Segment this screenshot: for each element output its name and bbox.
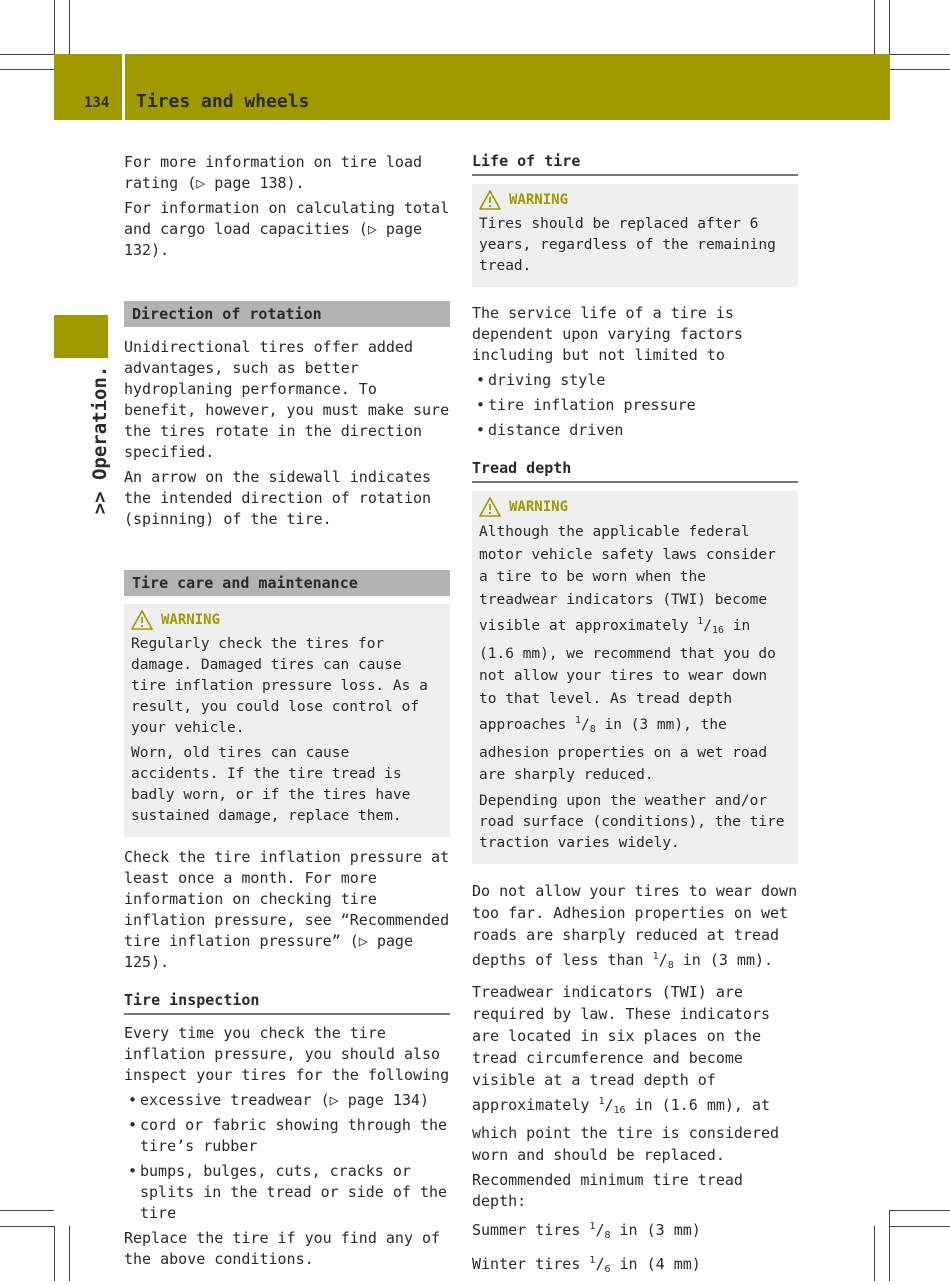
- crop-mark: [890, 69, 950, 70]
- fraction: $^1/_8$: [652, 950, 674, 971]
- winter-tires-depth: [472, 1250, 798, 1280]
- warning-text: Tires should be replaced after 6 years, regardless of the remaining tread.: [479, 216, 776, 274]
- warning-label: WARNING: [509, 499, 569, 515]
- crop-mark: [0, 69, 54, 70]
- crop-mark: [54, 1226, 55, 1281]
- rotation-paragraph: Unidirectional tires offer added advantages, such as better hydroplaning performance. To benefit, however, you must make sure the tires rotate in the direction specified.: [124, 338, 450, 461]
- crop-mark: [69, 0, 70, 54]
- crop-mark: [890, 1210, 950, 1211]
- list-item: • cord or fabric showing through the tire’s rubber: [124, 1115, 450, 1157]
- section-heading-tread: Tread depth: [472, 459, 798, 483]
- warning-text: [479, 521, 791, 787]
- tread-paragraph: [472, 981, 798, 1166]
- fraction-denominator: 8: [604, 1229, 611, 1241]
- warning-header: [479, 190, 791, 210]
- warning-label: WARNING: [161, 612, 221, 628]
- text-run: Treadwear indicators (TWI) are required by law. These indicators are located in six places on the tread circumference and become visible at a tread depth of approximately: [472, 982, 771, 1114]
- fraction: $^1/_8$: [575, 715, 596, 735]
- tread-paragraph: [472, 880, 798, 977]
- fraction-numerator: 1: [589, 1220, 596, 1232]
- warning-box: [472, 184, 798, 287]
- inspection-paragraph: Replace the tire if you find any of the above conditions.: [124, 1229, 441, 1268]
- fraction: $^1/_{16}$: [697, 616, 725, 636]
- section-heading-rotation: Direction of rotation: [124, 301, 450, 327]
- warning-icon: [479, 497, 501, 517]
- warning-header: [479, 497, 791, 517]
- warning-label: WARNING: [509, 192, 569, 208]
- warning-icon: [131, 610, 153, 630]
- text-run: in (4 mm): [610, 1254, 701, 1273]
- side-section-label: >> Operation.: [89, 365, 111, 515]
- fraction-numerator: 1: [589, 1254, 596, 1266]
- list-item: • excessive treadwear (▷ page 134): [124, 1090, 450, 1111]
- list-item: • distance driven: [472, 420, 798, 441]
- crop-mark: [0, 1226, 54, 1227]
- fraction-denominator: 6: [604, 1263, 611, 1275]
- list-item: • bumps, bulges, cuts, cracks or splits in the tread or side of the tire: [124, 1161, 450, 1224]
- text-run: Although the applicable federal motor vehicle safety laws consider a tire to be worn when the treadwear indicators (TWI) become visible at approximately: [479, 524, 776, 634]
- text-run: Do not allow your tires to wear down too far. Adhesion properties on wet roads are sharply reduced at tread depths of less than: [472, 881, 798, 969]
- text-run: Winter tires: [472, 1254, 590, 1273]
- fraction-denominator: 16: [613, 1104, 626, 1116]
- fraction: $^1/_8$: [589, 1220, 611, 1241]
- text-run: in (3 mm): [610, 1220, 701, 1239]
- warning-text: Depending upon the weather and/or road surface (conditions), the tire traction varies widely.: [479, 792, 785, 851]
- intro-paragraph: For information on calculating total and cargo load capacities (▷ page 132).: [124, 199, 450, 259]
- section-heading-inspection: Tire inspection: [124, 991, 450, 1015]
- inspection-list: [124, 1090, 450, 1224]
- care-paragraph: Check the tire inflation pressure at least once a month. For more information on checking tire inflation pressure, see “Recommended tire inflation pressure” (▷ page 125).: [124, 848, 450, 971]
- warning-box: [124, 604, 450, 837]
- crop-mark: [0, 54, 54, 55]
- crop-mark: [874, 1226, 875, 1281]
- inspection-paragraph: Every time you check the tire inflation pressure, you should also inspect your tires for the following: [124, 1024, 450, 1084]
- fraction-denominator: 8: [589, 724, 596, 735]
- life-paragraph: The service life of a tire is dependent upon varying factors including but not limited to: [472, 304, 743, 364]
- text-run: in (3 mm).: [673, 950, 774, 969]
- right-column: [472, 152, 798, 1284]
- text-run: in (3 mm), the adhesion properties on a wet road are sharply reduced.: [479, 717, 768, 783]
- crop-mark: [889, 1210, 890, 1281]
- list-item: • tire inflation pressure: [472, 395, 798, 416]
- intro-paragraph: For more information on tire load rating (▷ page 138).: [124, 153, 423, 192]
- fraction: $^1/_{16}$: [598, 1095, 626, 1116]
- crop-mark: [889, 0, 890, 54]
- fraction-numerator: 1: [652, 950, 659, 962]
- warning-box: [472, 491, 798, 864]
- fraction-numerator: 1: [598, 1095, 605, 1107]
- list-item: • driving style: [472, 370, 798, 391]
- crop-mark: [0, 1210, 54, 1211]
- summer-tires-depth: [472, 1216, 798, 1246]
- crop-mark: [874, 0, 875, 54]
- fraction-denominator: 16: [712, 625, 725, 636]
- tread-paragraph: Recommended minimum tire tread depth:: [472, 1170, 743, 1210]
- crop-mark: [890, 1226, 950, 1227]
- warning-text: Regularly check the tires for damage. Damaged tires can cause tire inflation pressure loss. As a result, you could lose control of your vehicle.: [131, 636, 428, 736]
- crop-mark: [890, 54, 950, 55]
- fraction: $^1/_6$: [589, 1254, 611, 1275]
- fraction-numerator: 1: [575, 715, 582, 726]
- rotation-paragraph: An arrow on the sidewall indicates the intended direction of rotation (spinning) of the tire.: [124, 468, 432, 528]
- text-run: in (1.6 mm), at which point the tire is considered worn and should be replaced.: [472, 1095, 780, 1164]
- left-column: [124, 152, 450, 1274]
- side-tab: [54, 315, 108, 358]
- warning-text: Worn, old tires can cause accidents. If the tire tread is badly worn, or if the tires have sustained damage, replace them.: [131, 745, 411, 824]
- text-run: Summer tires: [472, 1220, 590, 1239]
- warning-icon: [479, 190, 501, 210]
- crop-mark: [54, 0, 55, 54]
- page-number: 134: [84, 95, 110, 111]
- text-run: in (1.6 mm), we recommend that you do not allow your tires to wear down to that level. As tread depth approaches: [479, 618, 776, 733]
- header-divider: [122, 54, 125, 120]
- fraction-denominator: 8: [667, 959, 674, 971]
- crop-mark: [69, 1226, 70, 1281]
- section-heading-care: Tire care and maintenance: [124, 570, 450, 596]
- chapter-title: Tires and wheels: [136, 91, 310, 112]
- fraction-numerator: 1: [697, 616, 704, 627]
- life-factors-list: [472, 370, 798, 441]
- warning-header: [131, 610, 443, 630]
- section-heading-life: Life of tire: [472, 152, 798, 176]
